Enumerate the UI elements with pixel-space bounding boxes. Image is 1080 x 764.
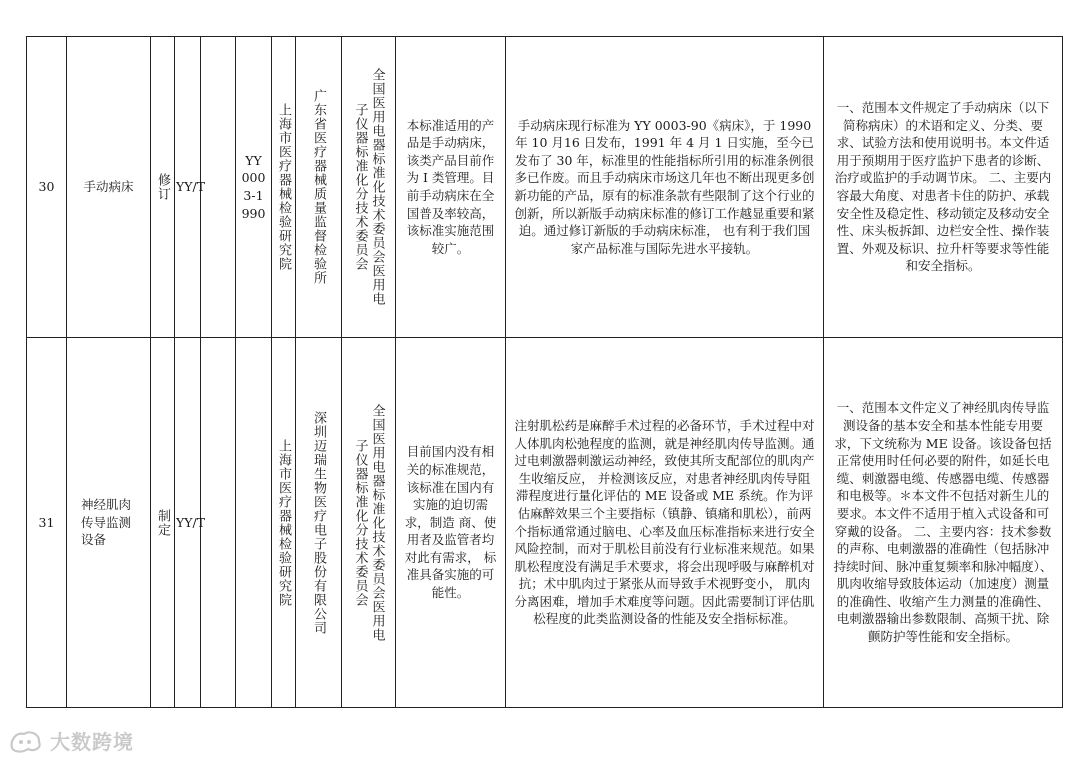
project-name: 神经肌肉传导监测设备: [67, 338, 151, 708]
standard-category: YY/T: [175, 37, 201, 338]
project-name: 手动病床: [67, 37, 151, 338]
technical-committee: 全国医用电器标准化技术委员会医用电子仪器标准化分技术委员会: [342, 37, 396, 338]
necessity-text: 本标准适用的产品是手动病床，该类产品目前作为 I 类管理。目前手动病床在全国普及率较高，该标准实施范围较广。: [396, 37, 506, 338]
technical-committee: 全国医用电器标准化技术委员会医用电子仪器标准化分技术委员会: [342, 338, 396, 708]
standards-table: [26, 36, 1063, 708]
background-text: 手动病床现行标准为 YY 0003-90《病床》，于 1990 年 10 月16 日发布，1991 年 4 月 1 日实施，至今已发布了 30 年，标准里的性能指标所引用的标准条例很多已作废。而且手动病床市场这几年也不断出现更多创新功能的产品，原有的标准条款有些限制了这个行业的创新，所以新版手动病床标准的修订工作越显重要和紧迫。通过修订新版的手动病床标准， 也有利于我们国家产品标准与国际先进水平接轨。: [506, 37, 824, 338]
background-text: 注射肌松药是麻醉手术过程的必备环节，手术过程中对人体肌肉松弛程度的监测，就是神经肌肉传导监测。通过电刺激器刺激运动神经，致使其所支配部位的肌肉产生收缩反应， 并检测该反应，对患者神经肌肉传导阻滞程度进行量化评估的 ME 设备或 ME 系统。作为评估麻醉效果三个主要指标（镇静、镇痛和肌松），前两个指标通常通过脑电、心率及血压标准指标来进行安全风险控制，而对于肌松目前没有行业标准来规范。如果肌松程度没有满足手术要求，将会出现呼吸与麻醉机对抗；术中肌肉过于紧张从而导致手术视野变小， 肌肉分离困难，增加手术难度等问题。因此需要制订评估肌松程度的此类监测设备的性能及安全指标标准。: [506, 338, 824, 708]
brand-logo-icon: [8, 728, 44, 754]
revision-type: 修订: [151, 37, 175, 338]
drafting-unit: 上海市医疗器械检验研究院: [272, 37, 296, 338]
table-row: [27, 338, 1063, 708]
row-number: 30: [27, 37, 67, 338]
revision-type: 制定: [151, 338, 175, 708]
blank-cell: [201, 338, 236, 708]
necessity-text: 目前国内没有相关的标准规范，该标准在国内有实施的迫切需求，制造 商、使用者及监管者均对此有需求， 标准具备实施的可能性。: [396, 338, 506, 708]
co-drafting-unit: 深圳迈瑞生物医疗电子股份有限公司: [296, 338, 342, 708]
row-number: 31: [27, 338, 67, 708]
standard-category: YY/T: [175, 338, 201, 708]
watermark-text: 大数跨境: [50, 730, 134, 754]
blank-cell: [201, 37, 236, 338]
drafting-unit: 上海市医疗器械检验研究院: [272, 338, 296, 708]
watermark: [8, 726, 134, 755]
replaced-standard-number: [236, 338, 272, 708]
scope-text: 一、范围本文件定义了神经肌肉传导监测设备的基本安全和基本性能专用要求，下文统称为 ME 设备。该设备包括正常使用时任何必要的附件，如延长电缆、刺激器电缆、传感器电缆、传感器和电极等。＊本文件不包括对新生儿的要求。本文件不适用于植入式设备和可穿戴的设备。 二、主要内容：技术参数的声称、电刺激器的准确性（包括脉冲持续时间、脉冲重复频率和脉冲幅度）、肌肉收缩导致肢体运动（加速度）测量的准确性、收缩产生力测量的准确性、电刺激器输出参数限制、高频干扰、除颤防护等性能和安全指标。: [824, 338, 1063, 708]
co-drafting-unit: 广东省医疗器械质量监督检验所: [296, 37, 342, 338]
replaced-standard-number: YY 0003-1990: [236, 37, 272, 338]
table-row: [27, 37, 1063, 338]
scope-text: 一、范围本文件规定了手动病床（以下简称病床）的术语和定义、分类、要求、试验方法和使用说明书。本文件适用于预期用于医疗监护下患者的诊断、治疗或监护的手动调节床。 二、主要内容最大角度、对患者卡住的防护、承载安全性及稳定性、移动锁定及移动安全性、床头板拆卸、边栏安全性、操作装置、外观及标识、拉升杆等要求等性能和安全指标。: [824, 37, 1063, 338]
